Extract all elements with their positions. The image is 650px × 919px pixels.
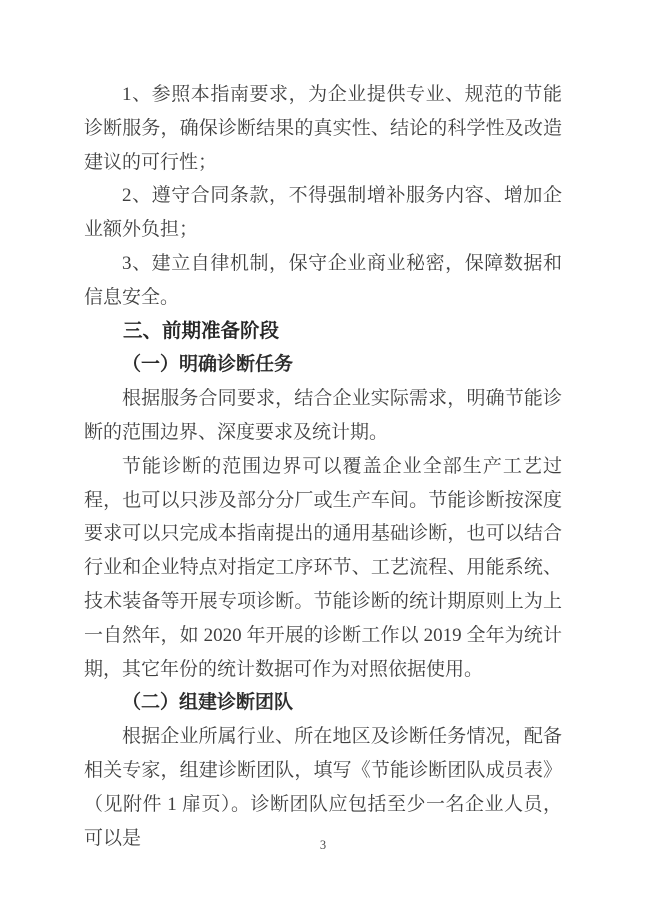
subsection-heading-build-team: （二）组建诊断团队: [122, 692, 294, 714]
page-number: 3: [319, 838, 327, 852]
section-heading-preparation-stage: 三、前期准备阶段: [123, 319, 280, 342]
paragraph-duty-2: 2、遵守合同条款，不得强制增补服务内容、增加企业额外负担；: [84, 185, 562, 241]
paragraph-duty-1: 1、参照本指南要求，为企业提供专业、规范的节能诊断服务，确保诊断结果的真实性、结论的科学性及改造建议的可行性；: [84, 84, 562, 173]
paragraph-task-scope: 根据服务合同要求，结合企业实际需求，明确节能诊断的范围边界、深度要求及统计期。: [84, 388, 562, 443]
paragraph-scope-detail: 节能诊断的范围边界可以覆盖企业全部生产工艺过程，也可以只涉及部分分厂或生产车间。节能诊断按深度要求可以只完成本指南提出的通用基础诊断，也可以结合行业和企业特点对指定工序环节、工艺流程、用能系统、技术装备等开展专项诊断。节能诊断的统计期原则上为上一自然年，如 2020 年开展的诊断工作以 2019 全年为统计期，其它年份的统计数据可作为对照依据使用。: [84, 455, 562, 680]
paragraph-duty-3: 3、建立自律机制，保守企业商业秘密，保障数据和信息安全。: [84, 252, 562, 308]
subsection-heading-diagnosis-task: （一）明确诊断任务: [122, 354, 294, 376]
page-footer: [84, 838, 562, 853]
document-content: [84, 78, 562, 855]
paragraph-team-detail: 根据企业所属行业、所在地区及诊断任务情况，配备相关专家，组建诊断团队，填写《节能诊断团队成员表》（见附件 1 扉页）。诊断团队应包括至少一名企业人员，可以是: [84, 726, 562, 849]
